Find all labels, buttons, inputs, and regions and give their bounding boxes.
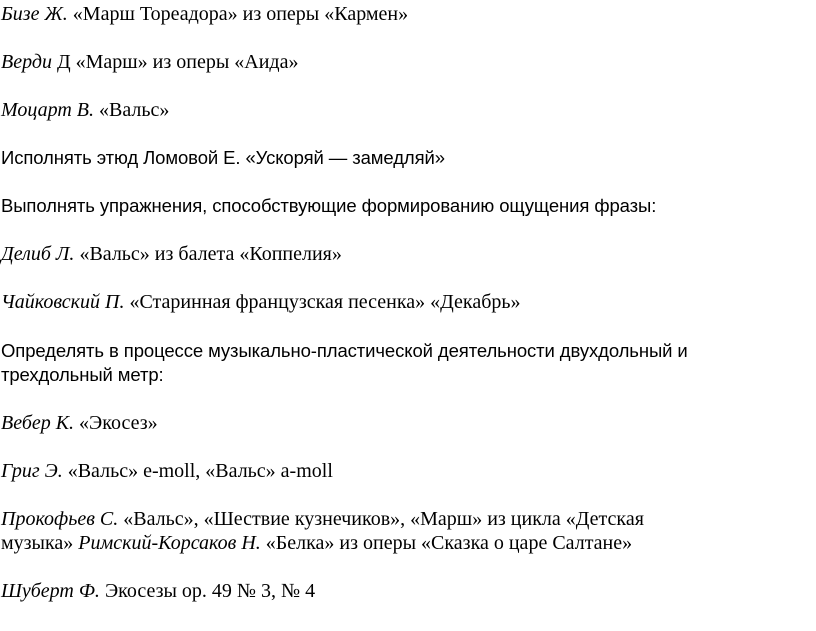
- composer-name: Вебер К.: [1, 412, 75, 434]
- line-meter-instruction-1: Определять в процессе музыкально-пластической деятельности двухдольный и: [1, 340, 688, 361]
- line-mozart: [1, 98, 169, 122]
- work-title: Д «Марш» из оперы «Аида»: [51, 51, 299, 73]
- work-title: Экосезы ор. 49 № 3, № 4: [99, 580, 316, 602]
- line-prokofiev: [1, 507, 644, 531]
- work-title: «Вальс» из балета «Коппелия»: [74, 243, 342, 265]
- line-etude-instruction: Исполнять этюд Ломовой Е. «Ускоряй — замедляй»: [1, 147, 445, 168]
- composer-name: Бизе Ж.: [1, 3, 68, 25]
- line-tchaikovsky: [1, 290, 521, 314]
- composer-name: Шуберт Ф.: [1, 580, 100, 602]
- work-title: «Старинная французская песенка» «Декабрь»: [124, 291, 521, 313]
- work-title: «Вальс»: [94, 99, 170, 121]
- line-phrase-exercises: Выполнять упражнения, способствующие формированию ощущения фразы:: [1, 195, 657, 216]
- composer-name: Чайковский П.: [1, 291, 125, 313]
- composer-name: Григ Э.: [1, 460, 63, 482]
- composer-name: Моцарт В.: [1, 99, 95, 121]
- line-weber: [1, 411, 158, 435]
- line-meter-instruction-2: трехдольный метр:: [1, 364, 164, 385]
- work-title: музыка»: [1, 532, 79, 554]
- line-grieg: [1, 459, 333, 483]
- line-delibes: [1, 242, 342, 266]
- line-verdi: [1, 50, 298, 74]
- line-rimsky-korsakov: [1, 531, 632, 555]
- line-schubert: [1, 579, 315, 603]
- work-title: «Белка» из оперы «Сказка о царе Салтане»: [260, 532, 633, 554]
- work-title: «Вальс» e-moll, «Вальс» a-moll: [62, 460, 333, 482]
- work-title: «Экосез»: [74, 412, 158, 434]
- line-bizet: [1, 2, 408, 26]
- composer-name: Делиб Л.: [1, 243, 75, 265]
- composer-name: Прокофьев С.: [1, 508, 119, 530]
- composer-name: Верди: [1, 51, 52, 73]
- work-title: «Вальс», «Шествие кузнечиков», «Марш» из цикла «Детская: [118, 508, 644, 530]
- work-title: «Марш Тореадора» из оперы «Кармен»: [67, 3, 409, 25]
- composer-name: Римский-Корсаков Н.: [78, 532, 261, 554]
